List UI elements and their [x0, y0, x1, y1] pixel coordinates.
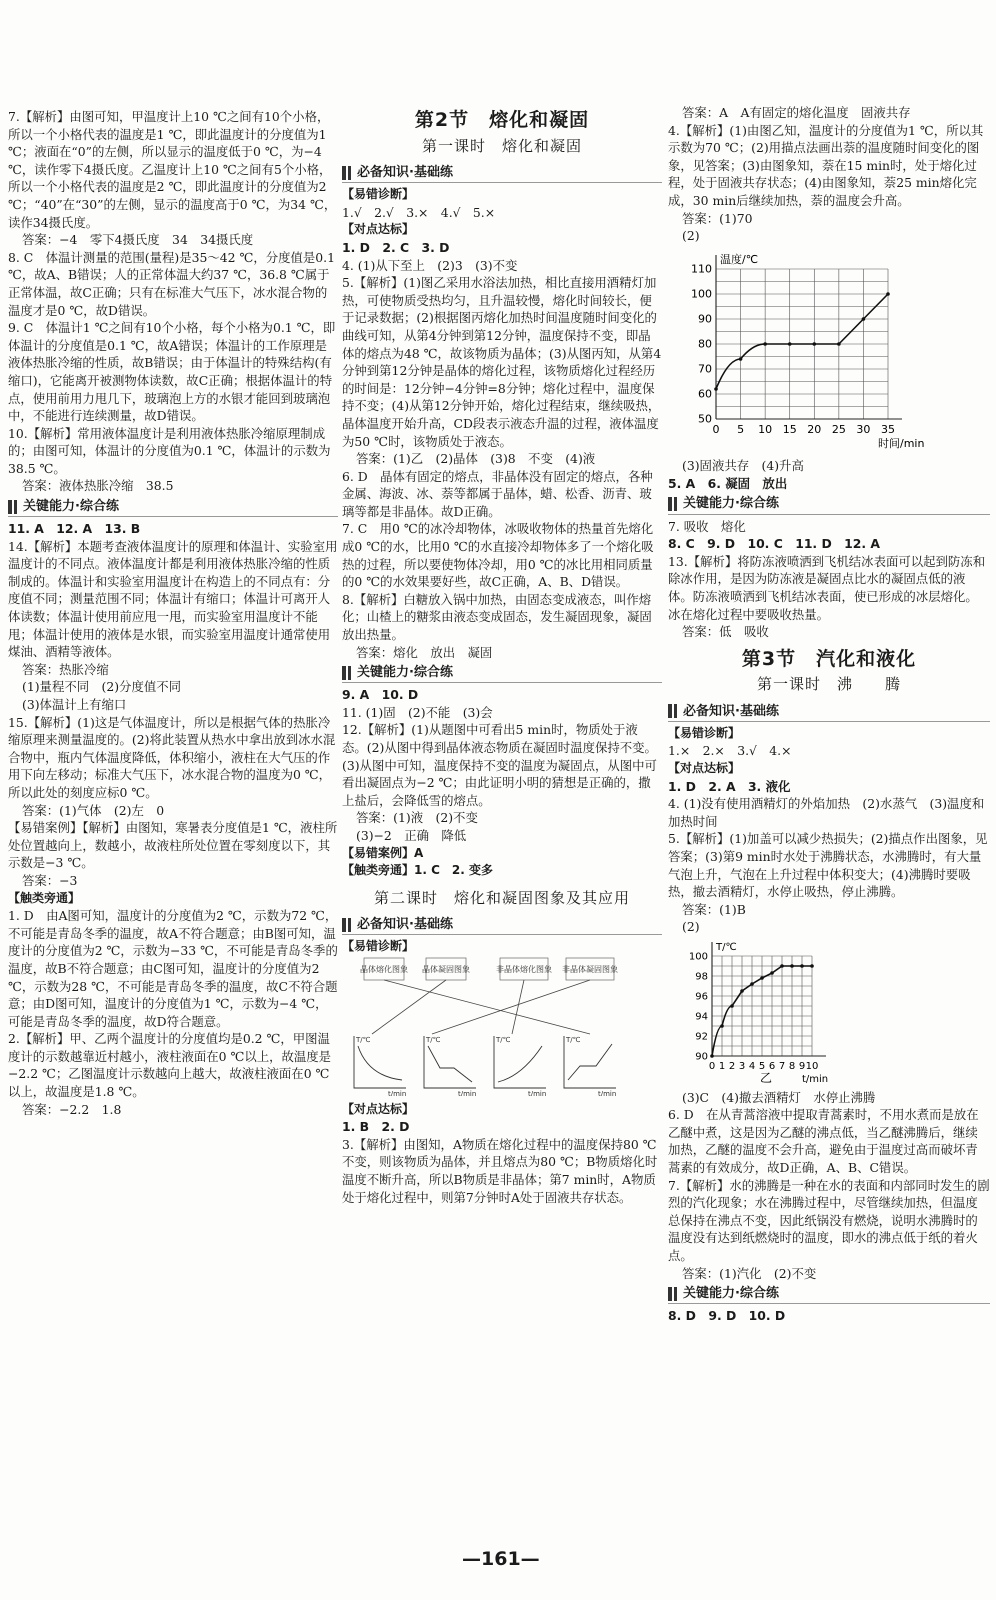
- y-tick-label: 98: [695, 971, 708, 983]
- data-point: [710, 1054, 714, 1058]
- answer-10-result: 答案：液体热胀冷缩 38.5: [22, 478, 174, 494]
- section-bar-key-ability: 关键能力·综合练: [8, 497, 338, 517]
- y-tick-label: 80: [698, 337, 712, 351]
- section-bar-key-ability-2: 关键能力·综合练: [668, 1284, 990, 1304]
- data-point: [862, 317, 866, 321]
- answer-14-result-3: (3)体温计上有缩口: [22, 697, 127, 712]
- y-tick-label: 110: [691, 262, 712, 276]
- answer-3: 3.【解析】由图知，A物质在熔化过程中的温度保持80 ℃不变，则该物质为晶体，并且熔点为80 ℃；B物质熔化时温度不断升高，所以B物质是非晶体；第7 min时，A物质处于熔化过程中，则第7分钟时A处于固液共存状态。: [342, 1136, 658, 1205]
- y-tick-label: 96: [695, 991, 708, 1003]
- label-amorphous-melting: 非晶体熔化图象: [496, 964, 552, 974]
- left-column: [8, 108, 338, 1118]
- right-column: [668, 104, 990, 1325]
- x-tick-label: 1: [718, 1061, 726, 1072]
- answer-14-result: 答案：热胀冷缩: [22, 661, 109, 677]
- error-case: 【易错案例】A: [342, 845, 424, 860]
- x-tick-label: 7: [778, 1061, 786, 1072]
- related-practice: 【触类旁通】1. C 2. 变多: [342, 863, 493, 878]
- x-tick-label: 6: [768, 1061, 776, 1072]
- y-tick-label: 60: [698, 387, 712, 401]
- x-tick-label: 4: [748, 1061, 756, 1072]
- answer-7-result: 答案：−4 零下4摄氏度 34 34摄氏度: [22, 232, 254, 248]
- answer-4b: 4. (1)没有使用酒精灯的外焰加热 (2)水蒸气 (3)温度和加热时间: [668, 796, 985, 829]
- axis-time-label-1: t/min: [388, 1089, 407, 1096]
- diagnosis-heading-2: 【易错诊断】: [342, 939, 415, 954]
- data-point: [810, 964, 814, 968]
- data-point: [886, 292, 890, 296]
- answers-1-3: 1. D 2. C 3. D: [342, 239, 450, 255]
- answer-5: 5.【解析】(1)图乙采用水浴法加热，相比直接用酒精灯加热，可使物质受热均匀，且升温较慢，熔化时间较长，便于记录数据；(2)根据图丙熔化加热时间温度随时间变化的曲线可知，从第4分钟到第12分钟，温度保持不变，即晶体的熔点为48 ℃，故该物质为晶体；(3)从图丙知，从第4分钟到第12分钟是晶体的熔化过程，该物质熔化过程经历的时间是：12分钟−4分钟=8分钟；熔化过程中，温度保持不变；(4)从第12分钟开始，熔化过程结束，继续吸热，晶体温度开始升高，CD段表示液态升温的过程，液体温度为50 ℃时，该物质处于液态。: [342, 275, 662, 449]
- boiling-chart: [668, 936, 868, 1084]
- section-bar-basic: 必备知识·基础练: [668, 702, 990, 722]
- axis-t-label-4: T/℃: [566, 1035, 581, 1044]
- diagnosis-answers: 1.× 2.× 3.√ 4.×: [668, 743, 792, 759]
- x-tick-label: 0: [712, 422, 720, 436]
- axis-t-label-3: T/℃: [496, 1035, 511, 1044]
- section-bar-basic: 必备知识·基础练: [342, 163, 662, 183]
- axis-time-label-4: t/min: [598, 1089, 617, 1096]
- data-point: [750, 982, 754, 986]
- related-heading: 【触类旁通】: [8, 890, 81, 905]
- y-tick-label: 94: [695, 1011, 708, 1023]
- data-point: [740, 989, 744, 993]
- x-axis-label: 时间/min: [878, 436, 925, 450]
- answer-8: 8. C 体温计测量的范围(量程)是35～42 ℃，分度值是0.1 ℃，故A、B错误；人的正常体温大约37 ℃，36.8 ℃属于正常体温，故C正确；只有在标准大气压下，冰水混合物的温度才是0 ℃，故D错误。: [8, 249, 335, 318]
- answer-8: 8.【解析】白糖放入锅中加热，由固态变成液态，叫作熔化；山楂上的糖浆由液态变成固态，发生凝固现象，凝固放出热量。: [342, 591, 652, 643]
- related-answer-2-result: 答案：−2.2 1.8: [22, 1101, 122, 1117]
- error-case-result: 答案：−3: [22, 872, 78, 888]
- diagnosis-answers: 1.√ 2.√ 3.× 4.√ 5.×: [342, 204, 496, 220]
- data-point: [739, 357, 743, 361]
- section-bar-basic-2: 必备知识·基础练: [342, 915, 662, 935]
- data-point: [790, 964, 794, 968]
- answer-4: 4. (1)从下至上 (2)3 (3)不变: [342, 257, 518, 273]
- answer-4-result-3: (3)固液共存 (4)升高: [682, 458, 804, 474]
- y-tick-label: 100: [688, 951, 708, 963]
- top-answer: 答案：A A有固定的熔化温度 固液共存: [682, 105, 911, 120]
- y-tick-label: 100: [691, 287, 712, 301]
- data-point: [730, 1004, 734, 1008]
- answer-5-result-2: (2): [682, 919, 700, 935]
- answer-15-result: 答案：(1)气体 (2)左 0: [22, 802, 165, 818]
- section-title: 第2节 熔化和凝固: [414, 109, 590, 131]
- graph-matching-diagram: [342, 956, 642, 1096]
- answers-11-13: 11. A 12. A 13. B: [8, 521, 141, 537]
- answer-8-result: 答案：熔化 放出 凝固: [356, 644, 493, 660]
- target-heading-2: 【对点达标】: [342, 1101, 415, 1116]
- data-point: [720, 1024, 724, 1028]
- section-title-2: 第3节 汽化和液化: [741, 647, 917, 670]
- answers-5-6: 5. A 6. 凝固 放出: [668, 475, 788, 491]
- data-point: [800, 964, 804, 968]
- data-point: [837, 342, 841, 346]
- answer-7b: 7.【解析】水的沸腾是一种在水的表面和内部同时发生的剧烈的汽化现象；水在沸腾过程中，尽管继续加热，但温度总保持在沸点不变，因此纸锅没有燃烧，说明水沸腾时的温度没有达到纸燃烧时的温度，即水的沸点低于纸的着火点。: [668, 1177, 990, 1263]
- axis-t-label-2: T/℃: [426, 1035, 441, 1044]
- label-crystal-solidifying: 晶体凝固图象: [422, 964, 470, 974]
- diagnosis-heading: 【易错诊断】: [342, 187, 415, 202]
- y-tick-label: 92: [695, 1031, 708, 1043]
- data-point: [760, 976, 764, 980]
- answers-1-3: 1. D 2. A 3. 液化: [668, 778, 791, 794]
- x-tick-label: 5: [758, 1061, 766, 1072]
- data-point: [763, 342, 767, 346]
- x-axis-label: t/min: [802, 1074, 829, 1084]
- data-point: [714, 387, 718, 391]
- y-tick-label: 90: [698, 312, 712, 326]
- x-tick-label: 0: [708, 1061, 716, 1072]
- diagnosis-heading: 【易错诊断】: [668, 725, 741, 740]
- answer-5-result: 答案：(1)B: [682, 901, 746, 917]
- answer-5-result: 答案：(1)乙 (2)晶体 (3)8 不变 (4)液: [356, 451, 596, 467]
- section-bar-key-ability: 关键能力·综合练: [342, 663, 662, 683]
- target-heading: 【对点达标】: [342, 222, 415, 237]
- answer-14: 14.【解析】本题考查液体温度计的原理和体温计、实验室用温度计的不同点。液体温度计都是利用液体热胀冷缩的性质制成的。体温计和实验室用温度计在构造上的不同点有：分度值不同；测量范围不同；体温计有缩口；体温计可离开人体读数；体温计使用前应甩一甩，而实验室用温度计不能甩；体温计使用的液体是水银，而实验室用温度计通常使用煤油、酒精等液体。: [8, 538, 338, 660]
- answer-9: 9. C 体温计1 ℃之间有10个小格，每个小格为0.1 ℃，即体温计的分度值是0.1 ℃，故A错误；体温计的工作原理是液体热胀冷缩的性质，故B错误；由于体温计的特殊结构(有缩口)，它能离开被测物体读数，故C正确；根据体温计的特点，使用前用力甩几下，玻璃泡上方的水银才能回到玻璃泡中，不能进行连续测量，故D错误。: [8, 320, 336, 424]
- y-axis-label: T/℃: [716, 942, 737, 953]
- x-tick-label: 9: [798, 1061, 806, 1072]
- x-tick-label: 3: [738, 1061, 746, 1072]
- answers-8-10: 8. D 9. D 10. D: [668, 1308, 786, 1324]
- data-point: [788, 342, 792, 346]
- x-tick-label: 5: [737, 422, 745, 436]
- answer-7b-result: 答案：(1)汽化 (2)不变: [682, 1265, 817, 1281]
- answer-12-result: 答案：(1)液 (2)不变: [356, 810, 478, 826]
- answer-11: 11. (1)固 (2)不能 (3)会: [342, 704, 493, 720]
- answer-6: 6. D 晶体有固定的熔点，非晶体没有固定的熔点，各种金属、海波、冰、萘等都属于晶体，蜡、松香、沥青、玻璃等都是非晶体。故D正确。: [342, 468, 653, 519]
- answer-7: 7. 吸收 熔化: [668, 518, 746, 534]
- answer-14-result-2: (1)量程不同 (2)分度值不同: [22, 679, 182, 695]
- section-bar-key-ability: 关键能力·综合练: [668, 495, 990, 515]
- answer-7: 7. C 用0 ℃的冰冷却物体，冰吸收物体的热量首先熔化成0 ℃的水，比用0 ℃的水直接冷却物体多了一个熔化吸热的过程，所以要使物体冷却，用0 ℃的冰比用相同质量的0 ℃的水效果要好些，故C正确，A、B、D错误。: [342, 521, 654, 590]
- x-tick-label: 30: [856, 422, 871, 436]
- axis-t-label-1: T/℃: [356, 1035, 371, 1044]
- x-tick-label: 10: [805, 1061, 819, 1072]
- y-axis-label: 温度/℃: [720, 252, 759, 266]
- answer-12-result-2: (3)−2 正确 降低: [356, 827, 467, 843]
- lesson-title-2: 第二课时 熔化和凝固图象及其应用: [373, 888, 630, 907]
- x-tick-label: 15: [782, 422, 797, 436]
- page-number: —161—: [462, 1548, 540, 1570]
- data-point: [780, 964, 784, 968]
- chart-caption: 乙: [760, 1071, 773, 1084]
- answers-9-10: 9. A 10. D: [342, 687, 419, 703]
- label-crystal-melting: 晶体熔化图象: [360, 964, 408, 974]
- answer-13-result: 答案：低 吸收: [682, 624, 769, 640]
- x-tick-label: 35: [881, 422, 895, 436]
- answer-12: 12.【解析】(1)从题图中可看出5 min时，物质处于液态。(2)从图中得到晶体液态物质在凝固时温度保持不变。(3)从图中可知，温度保持不变的温度为凝固点，从图中可看出凝固点为−2 ℃；由此证明小明的猜想是正确的，撒上盐后，会降低雪的熔点。: [342, 722, 657, 808]
- y-tick-label: 90: [695, 1051, 708, 1063]
- axis-time-label-2: t/min: [458, 1089, 477, 1096]
- middle-column: [342, 108, 662, 1206]
- lesson-title: 第一课时 熔化和凝固: [421, 136, 582, 155]
- y-tick-label: 50: [698, 412, 712, 426]
- answer-13: 13.【解析】将防冻液喷洒到飞机结冰表面可以起到防冻和除冰作用，是因为防冻液是凝固点比水的凝固点低的液体。防冻液喷洒到飞机结冰表面，使已形成的冰层熔化。冰在熔化过程中要吸收热量。: [668, 553, 986, 622]
- answer-4-result-2: (2): [682, 228, 700, 244]
- target-heading: 【对点达标】: [668, 761, 741, 776]
- answer-6: 6. D 在从青蒿溶液中提取青蒿素时，不用水煮而是放在乙醚中煮，这是因为乙醚的沸点低，当乙醚沸腾后，继续加热，乙醚的温度不会升高，避免由于温度过高而破坏青蒿素的有效成分，故D正确，A、B、C错误。: [668, 1107, 979, 1175]
- answers-8-12: 8. C 9. D 10. C 11. D 12. A: [668, 536, 880, 552]
- data-point: [770, 971, 774, 975]
- x-tick-label: 20: [807, 422, 822, 436]
- naphthalene-melting-chart: [668, 245, 928, 453]
- related-answer-1: 1. D 由A图可知，温度计的分度值为2 ℃，示数为72 ℃，不可能是青岛冬季的温度，故A不符合题意；由B图可知，温度计的分度值为2 ℃，示数为−33 ℃，不可能是青岛冬季的温度，故B不符合题意；由C图可知，温度计的分度值为2 ℃，示数为28 ℃，不可能是青岛冬季的温度，故C不符合题意；由D图可知，温度计的分度值为1 ℃，示数为−4 ℃，可能是青岛冬季的温度，故D符合题意。: [8, 908, 338, 1029]
- answer-15: 15.【解析】(1)这是气体温度计，所以是根据气体的热胀冷缩原理来测量温度的。(2)将此装置从热水中拿出放到冰水混合物中，瓶内气体温度降低，体积缩小，液柱在大气压的作用下向左移动；标准大气压下，冰水混合物的温度为0 ℃，所以此处的刻度应标0 ℃。: [8, 714, 336, 800]
- x-tick-label: 25: [831, 422, 846, 436]
- x-tick-label: 2: [728, 1061, 736, 1072]
- data-point: [812, 342, 816, 346]
- answer-4: 4.【解析】(1)由图乙知，温度计的分度值为1 ℃，所以其示数为70 ℃；(2)用描点法画出萘的温度随时间变化的图象，见答案；(3)由图象知，萘在15 min时，处于熔化过程，处于固液共存状态；(4)由图象知，萘25 min熔化完成，30 min后继续加热，萘的温度会升高。: [668, 122, 984, 208]
- answer-10: 10.【解析】常用液体温度计是利用液体热胀冷缩原理制成的；由图可知，体温计的分度值为0.1 ℃，体温计的示数为38.5 ℃。: [8, 425, 331, 476]
- error-case: 【易错案例】【解析】由图知，寒暑表分度值是1 ℃，液柱所处位置越向上，数越小，故液柱所处位置在零刻度以下，其示数是−3 ℃。: [8, 820, 338, 871]
- axis-time-label-3: t/min: [528, 1089, 547, 1096]
- x-tick-label: 10: [758, 422, 773, 436]
- x-tick-label: 8: [788, 1061, 796, 1072]
- answers-1-2: 1. B 2. D: [342, 1119, 410, 1135]
- answer-5: 5.【解析】(1)加盖可以减少热损失；(2)描点作出图象，见答案；(3)第9 min时水处于沸腾状态，水沸腾时，有大量气泡上升，气泡在上升过程中体积变大；(4)沸腾时要吸热，撤去酒精灯，水停止吸热，停止沸腾。: [668, 831, 988, 900]
- answer-4-result: 答案：(1)70: [682, 210, 753, 226]
- answer-5-result-3: (3)C (4)撤去酒精灯 水停止沸腾: [682, 1089, 876, 1105]
- lesson-title-3: 第一课时 沸 腾: [756, 675, 901, 694]
- y-tick-label: 70: [698, 362, 712, 376]
- data-curve: [716, 294, 888, 389]
- answer-7: 7.【解析】由图可知，甲温度计上10 ℃之间有10个小格，所以一个小格代表的温度是1 ℃，即此温度计的分度值为1 ℃；液面在“0”的左侧，所以显示的温度低于0 ℃，为−4 ℃，读作零下4摄氏度。乙温度计上10 ℃之间有5个小格，所以一个小格代表的温度是2 ℃，即此温度计的分度值为2 ℃；“40”在“30”的左侧，显示的温度高于0 ℃，为34 ℃，读作34摄氏度。: [8, 109, 337, 230]
- label-amorphous-solidifying: 非晶体凝固图象: [562, 964, 618, 974]
- related-answer-2: 2.【解析】甲、乙两个温度计的分度值均是0.2 ℃，甲图温度计的示数越靠近村越小，液柱液面在0 ℃以上，故温度是−2.2 ℃；乙图温度计示数越向上越大，故液柱液面在0 ℃以上，故温度是1.8 ℃。: [8, 1031, 332, 1100]
